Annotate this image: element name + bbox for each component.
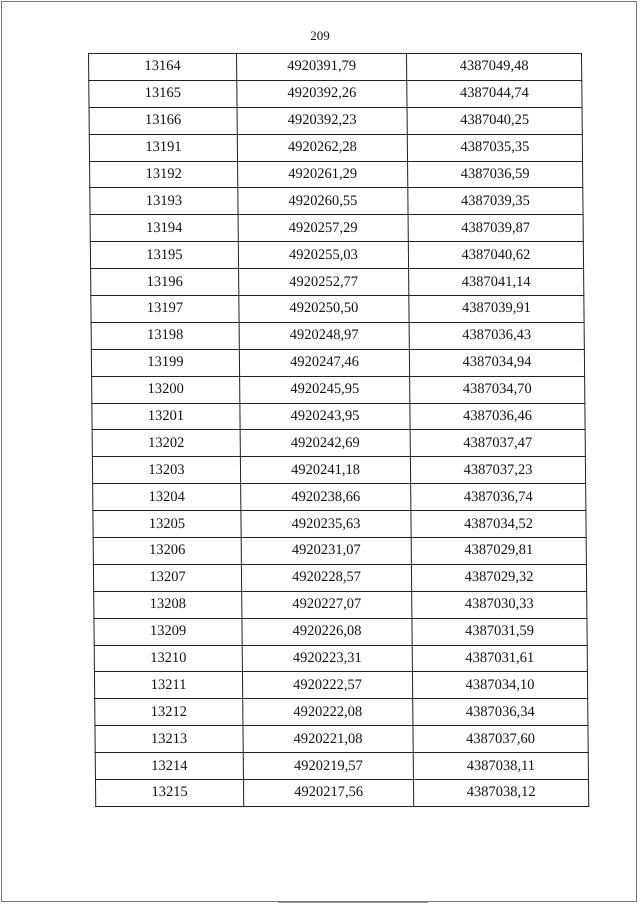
x-coordinate-cell: 4920231,07 bbox=[241, 538, 411, 565]
y-coordinate-cell: 4387039,35 bbox=[408, 188, 583, 215]
point-id-cell: 13212 bbox=[95, 699, 243, 726]
point-id-cell: 13206 bbox=[93, 538, 241, 565]
table-row bbox=[92, 457, 585, 484]
x-coordinate-cell: 4920255,03 bbox=[238, 242, 408, 269]
y-coordinate-cell: 4387049,48 bbox=[407, 54, 582, 81]
table-row bbox=[94, 618, 587, 645]
x-coordinate-cell: 4920257,29 bbox=[238, 215, 408, 242]
y-coordinate-cell: 4387040,62 bbox=[408, 242, 583, 269]
table-row bbox=[93, 538, 586, 565]
y-coordinate-cell: 4387029,81 bbox=[411, 538, 586, 565]
x-coordinate-cell: 4920247,46 bbox=[239, 349, 409, 376]
table-row bbox=[90, 188, 583, 215]
y-coordinate-cell: 4387044,74 bbox=[407, 80, 582, 107]
x-coordinate-cell: 4920235,63 bbox=[241, 511, 411, 538]
y-coordinate-cell: 4387036,43 bbox=[409, 322, 584, 349]
x-coordinate-cell: 4920260,55 bbox=[238, 188, 408, 215]
table-row bbox=[93, 564, 586, 591]
table-row bbox=[95, 780, 588, 807]
table-row bbox=[94, 672, 587, 699]
point-id-cell: 13202 bbox=[92, 430, 240, 457]
point-id-cell: 13214 bbox=[95, 753, 243, 780]
y-coordinate-cell: 4387036,46 bbox=[410, 403, 585, 430]
point-id-cell: 13207 bbox=[93, 564, 241, 591]
y-coordinate-cell: 4387037,47 bbox=[410, 430, 585, 457]
coordinates-table bbox=[88, 53, 589, 807]
x-coordinate-cell: 4920245,95 bbox=[240, 376, 410, 403]
y-coordinate-cell: 4387037,60 bbox=[413, 726, 588, 753]
point-id-cell: 13194 bbox=[90, 215, 238, 242]
x-coordinate-cell: 4920248,97 bbox=[239, 322, 409, 349]
x-coordinate-cell: 4920223,31 bbox=[242, 645, 412, 672]
x-coordinate-cell: 4920219,57 bbox=[243, 753, 413, 780]
y-coordinate-cell: 4387031,59 bbox=[412, 618, 587, 645]
point-id-cell: 13193 bbox=[90, 188, 238, 215]
y-coordinate-cell: 4387039,91 bbox=[409, 296, 584, 323]
table-row bbox=[91, 322, 584, 349]
point-id-cell: 13213 bbox=[95, 726, 243, 753]
x-coordinate-cell: 4920221,08 bbox=[243, 726, 413, 753]
table-row bbox=[91, 269, 584, 296]
point-id-cell: 13204 bbox=[93, 484, 241, 511]
point-id-cell: 13211 bbox=[94, 672, 242, 699]
table-row bbox=[95, 726, 588, 753]
y-coordinate-cell: 4387038,12 bbox=[413, 780, 588, 807]
y-coordinate-cell: 4387036,59 bbox=[408, 161, 583, 188]
y-coordinate-cell: 4387034,70 bbox=[410, 376, 585, 403]
x-coordinate-cell: 4920243,95 bbox=[240, 403, 410, 430]
point-id-cell: 13196 bbox=[91, 269, 239, 296]
point-id-cell: 13195 bbox=[90, 242, 238, 269]
table-row bbox=[90, 161, 583, 188]
point-id-cell: 13203 bbox=[92, 457, 240, 484]
table-row bbox=[95, 753, 588, 780]
x-coordinate-cell: 4920262,28 bbox=[237, 134, 407, 161]
table-row bbox=[95, 699, 588, 726]
table-row bbox=[90, 242, 583, 269]
y-coordinate-cell: 4387037,23 bbox=[410, 457, 585, 484]
x-coordinate-cell: 4920392,23 bbox=[237, 107, 407, 134]
point-id-cell: 13215 bbox=[95, 780, 243, 807]
y-coordinate-cell: 4387034,52 bbox=[411, 511, 586, 538]
point-id-cell: 13165 bbox=[89, 80, 237, 107]
y-coordinate-cell: 4387041,14 bbox=[409, 269, 584, 296]
point-id-cell: 13201 bbox=[92, 403, 240, 430]
point-id-cell: 13166 bbox=[89, 107, 237, 134]
table-row bbox=[94, 645, 587, 672]
table-row bbox=[94, 591, 587, 618]
point-id-cell: 13197 bbox=[91, 296, 239, 323]
x-coordinate-cell: 4920217,56 bbox=[243, 780, 413, 807]
y-coordinate-cell: 4387036,34 bbox=[413, 699, 588, 726]
x-coordinate-cell: 4920392,26 bbox=[237, 80, 407, 107]
x-coordinate-cell: 4920252,77 bbox=[239, 269, 409, 296]
table-row bbox=[89, 107, 582, 134]
table-row bbox=[93, 484, 586, 511]
x-coordinate-cell: 4920238,66 bbox=[241, 484, 411, 511]
point-id-cell: 13198 bbox=[91, 322, 239, 349]
x-coordinate-cell: 4920261,29 bbox=[238, 161, 408, 188]
x-coordinate-cell: 4920250,50 bbox=[239, 296, 409, 323]
point-id-cell: 13205 bbox=[93, 511, 241, 538]
x-coordinate-cell: 4920242,69 bbox=[240, 430, 410, 457]
point-id-cell: 13200 bbox=[92, 376, 240, 403]
table-row bbox=[91, 296, 584, 323]
y-coordinate-cell: 4387029,32 bbox=[411, 564, 586, 591]
y-coordinate-cell: 4387036,74 bbox=[411, 484, 586, 511]
table-row bbox=[91, 349, 584, 376]
table-row bbox=[89, 54, 582, 81]
point-id-cell: 13208 bbox=[94, 591, 242, 618]
x-coordinate-cell: 4920227,07 bbox=[242, 591, 412, 618]
x-coordinate-cell: 4920222,57 bbox=[242, 672, 412, 699]
y-coordinate-cell: 4387034,10 bbox=[412, 672, 587, 699]
table-row bbox=[89, 134, 582, 161]
table-row bbox=[92, 376, 585, 403]
y-coordinate-cell: 4387038,11 bbox=[413, 753, 588, 780]
table-row bbox=[89, 80, 582, 107]
y-coordinate-cell: 4387034,94 bbox=[409, 349, 584, 376]
point-id-cell: 13209 bbox=[94, 618, 242, 645]
point-id-cell: 13164 bbox=[89, 54, 237, 81]
table-row bbox=[92, 403, 585, 430]
table-row bbox=[92, 430, 585, 457]
point-id-cell: 13210 bbox=[94, 645, 242, 672]
page-number: 209 bbox=[310, 28, 330, 43]
y-coordinate-cell: 4387035,35 bbox=[407, 134, 582, 161]
table-row bbox=[90, 215, 583, 242]
coordinates-table-container bbox=[88, 53, 589, 807]
footer-rule bbox=[278, 902, 428, 903]
point-id-cell: 13192 bbox=[90, 161, 238, 188]
y-coordinate-cell: 4387040,25 bbox=[407, 107, 582, 134]
x-coordinate-cell: 4920222,08 bbox=[243, 699, 413, 726]
x-coordinate-cell: 4920228,57 bbox=[241, 564, 411, 591]
point-id-cell: 13191 bbox=[89, 134, 237, 161]
x-coordinate-cell: 4920391,79 bbox=[237, 54, 407, 81]
point-id-cell: 13199 bbox=[91, 349, 239, 376]
y-coordinate-cell: 4387030,33 bbox=[412, 591, 587, 618]
coordinates-table-body bbox=[89, 54, 589, 807]
y-coordinate-cell: 4387039,87 bbox=[408, 215, 583, 242]
x-coordinate-cell: 4920226,08 bbox=[242, 618, 412, 645]
x-coordinate-cell: 4920241,18 bbox=[240, 457, 410, 484]
y-coordinate-cell: 4387031,61 bbox=[412, 645, 587, 672]
table-row bbox=[93, 511, 586, 538]
